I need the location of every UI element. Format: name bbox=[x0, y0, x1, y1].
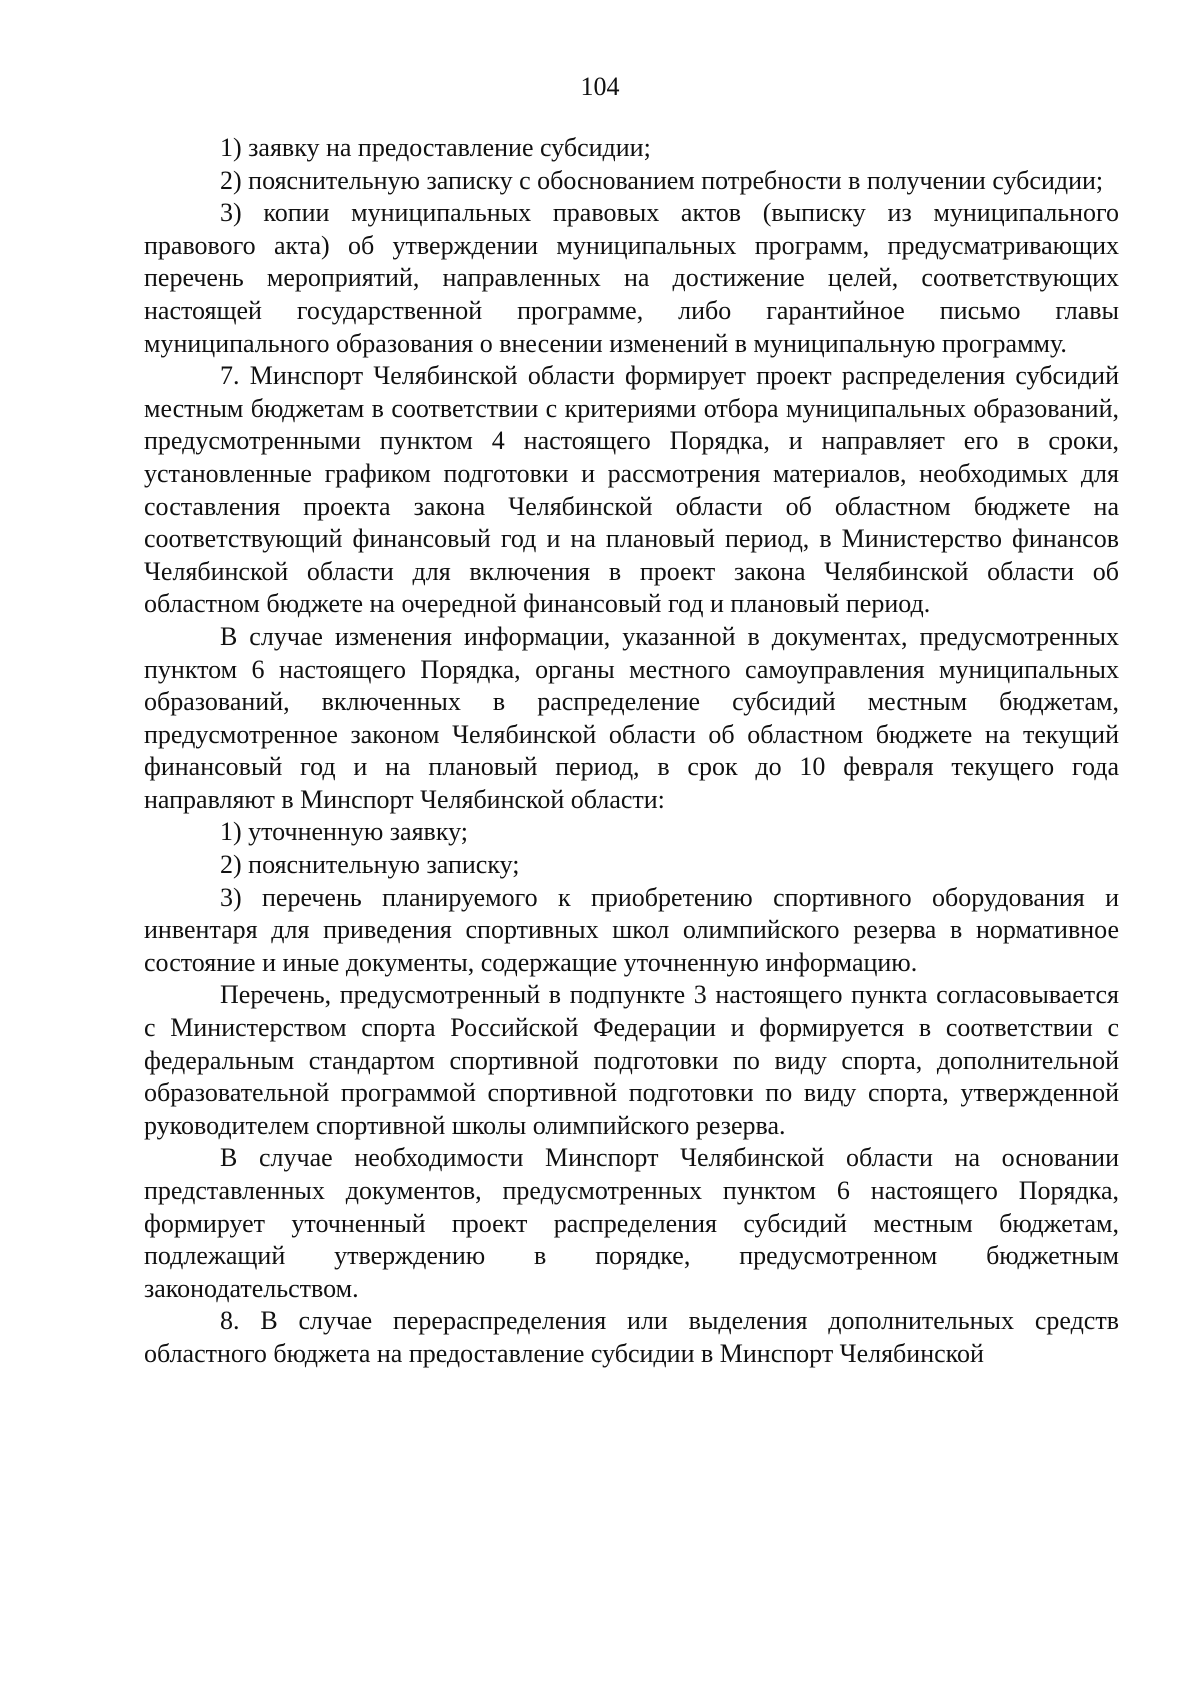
paragraph: 1) уточненную заявку; bbox=[220, 817, 468, 847]
paragraph: Перечень, предусмотренный в подпункте 3 настоящего пункта согласовывается с Министерством спорта Российской Федерации и формируется в соответствии с федеральным стандартом спортивной подготовки по виду спорта, дополнительной образовательной программой спортивной подготовки по виду спорта, утвержденной руководителем спортивной школы олимпийского резерва. bbox=[144, 980, 1119, 1140]
paragraph: 1) заявку на предоставление субсидии; bbox=[220, 133, 651, 162]
paragraph: 3) перечень планируемого к приобретению спортивного оборудования и инвентаря для приведения спортивных школ олимпийского резерва в нормативное состояние и иные документы, содержащие уточненную информацию. bbox=[144, 882, 1119, 977]
paragraph: В случае необходимости Минспорт Челябинской области на основании представленных документов, предусмотренных пунктом 6 настоящего Порядка, формирует уточненный проект распределения субсидий местным бюджетам, подлежащий утверждению в порядке, предусмотренном бюджетным законодательством. bbox=[144, 1143, 1119, 1303]
paragraph: В случае изменения информации, указанной в документах, предусмотренных пунктом 6 настоящего Порядка, органы местного самоуправления муниципальных образований, включенных в распределение субсидий местным бюджетам, предусмотренное законом Челябинской области об областном бюджете на текущий финансовый год и на плановый период, в срок до 10 февраля текущего года направляют в Минспорт Челябинской области: bbox=[144, 621, 1119, 814]
document-body bbox=[144, 132, 1119, 1371]
paragraph: 3) копии муниципальных правовых актов (выписку из муниципального правового акта) об утверждении муниципальных программ, предусматривающих перечень мероприятий, направленных на достижение целей, соответствующих настоящей государственной программе, либо гарантийное письмо главы муниципального образования о внесении изменений в муниципальную программу. bbox=[144, 198, 1119, 358]
paragraph: 7. Минспорт Челябинской области формирует проект распределения субсидий местным бюджетам в соответствии с критериями отбора муниципальных образований, предусмотренными пунктом 4 настоящего Порядка, и направляет его в сроки, установленные графиком подготовки и рассмотрения материалов, необходимых для составления проекта закона Челябинской области об областном бюджете на соответствующий финансовый год и на плановый период, в Министерство финансов Челябинской области для включения в проект закона Челябинской области об областном бюджете на очередной финансовый год и плановый период. bbox=[144, 361, 1119, 619]
page-number: 104 bbox=[580, 72, 620, 101]
paragraph: 2) пояснительную записку с обоснованием потребности в получении субсидии; bbox=[220, 165, 1104, 195]
paragraph: 8. В случае перераспределения или выделения дополнительных средств областного бюджета на предоставление субсидии в Минспорт Челябинской bbox=[144, 1306, 1119, 1368]
paragraph: 2) пояснительную записку; bbox=[220, 850, 520, 880]
